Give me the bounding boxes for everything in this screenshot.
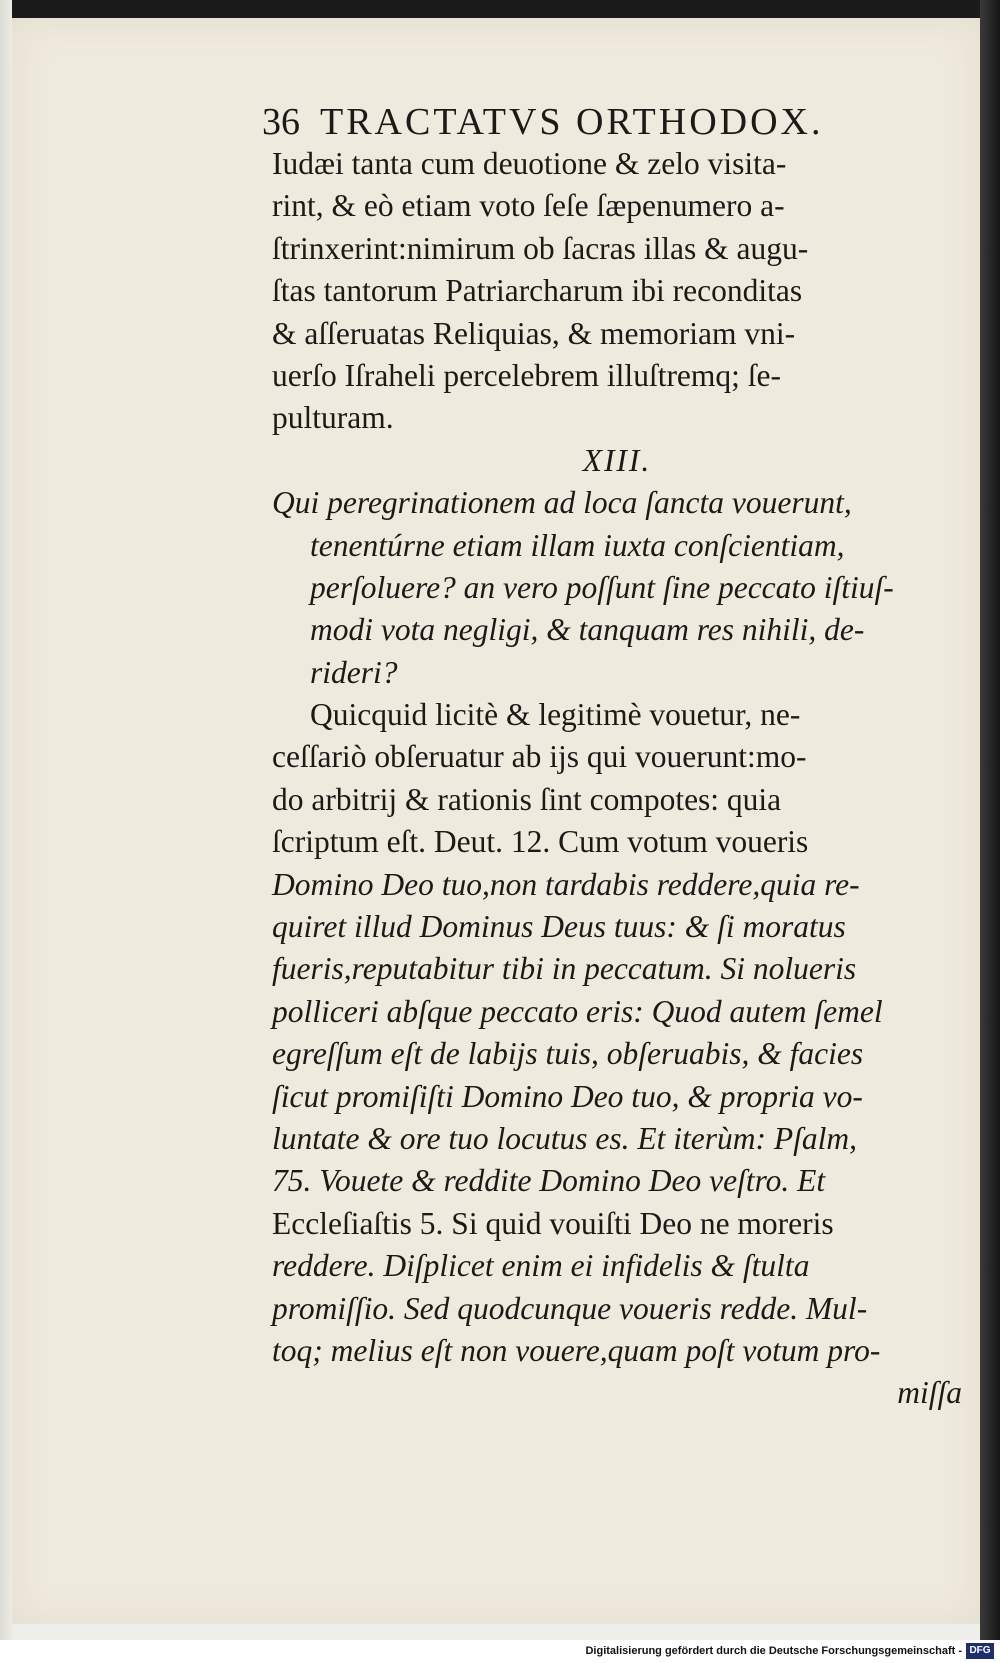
answer-line: Eccleſiaſtis 5. Si quid vouiſti Deo ne moreris	[272, 1205, 834, 1241]
text-line: pulturam.	[272, 400, 394, 436]
answer-line: toq; melius eſt non vouere,quam poſt votum pro-	[272, 1332, 881, 1368]
answer-line: egreſſum eſt de labijs tuis, obſeruabis, & facies	[272, 1036, 864, 1072]
section-heading: XIII.	[582, 442, 652, 478]
answer-line: ſicut promiſiſti Domino Deo tuo, & propria vo-	[272, 1078, 863, 1114]
footer-credit: Digitalisierung gefördert durch die Deutsche Forschungsgemeinschaft -	[585, 1645, 962, 1657]
question-line: rideri?	[310, 654, 398, 690]
page-number: 36	[262, 101, 300, 143]
answer-line: fueris,reputabitur tibi in peccatum. Si nolueris	[272, 951, 857, 987]
answer-line: reddere. Diſplicet enim ei infidelis & ſtulta	[272, 1248, 810, 1284]
answer-line: ceſſariò obſeruatur ab ijs qui vouerunt:mo-	[272, 739, 807, 775]
answer-line: ſcriptum eſt. Deut. 12. Cum votum voueris	[272, 824, 809, 860]
text-block	[272, 143, 962, 1415]
text-line: & aſſeruatas Reliquias, & memoriam vni-	[272, 315, 796, 351]
scanner-top-edge	[0, 0, 1000, 20]
answer-line: polliceri abſque peccato eris: Quod autem ſemel	[272, 993, 883, 1029]
scanner-left-edge	[0, 0, 12, 1640]
running-title: TRACTATVS ORTHODOX.	[320, 101, 824, 143]
dfg-logo: DFG	[966, 1643, 994, 1659]
question-line: Qui peregrinationem ad loca ſancta vouerunt,	[272, 485, 852, 521]
text-line: ſtrinxerint:nimirum ob ſacras illas & augu-	[272, 230, 809, 266]
catchword: miſſa	[897, 1375, 962, 1411]
answer-line: Quicquid licitè & legitimè vouetur, ne-	[310, 697, 801, 733]
answer-line: 75. Vouete & reddite Domino Deo veſtro. Et	[272, 1163, 826, 1199]
text-line: rint, & eò etiam voto ſeſe ſæpenumero a-	[272, 188, 785, 224]
answer-line: promiſſio. Sed quodcunque voueris redde. Mul-	[272, 1290, 868, 1326]
answer-line: do arbitrij & rationis ſint compotes: quia	[272, 781, 782, 817]
text-line: Iudæi tanta cum deuotione & zelo visita-	[272, 146, 787, 181]
book-spine-shadow	[980, 0, 1000, 1640]
answer-line: quiret illud Dominus Deus tuus: & ſi moratus	[272, 909, 846, 945]
answer-line: luntate & ore tuo locutus es. Et iterùm: Pſalm,	[272, 1120, 858, 1156]
answer-line: Domino Deo tuo,non tardabis reddere,quia re-	[272, 866, 860, 902]
text-line: uerſo Iſraheli percelebrem illuſtremq; ſe-	[272, 357, 782, 393]
text-line: ſtas tantorum Patriarcharum ibi reconditas	[272, 273, 803, 309]
question-line: modi vota negligi, & tanquam res nihili, de-	[310, 612, 865, 648]
question-line: perſoluere? an vero poſſunt ſine peccato iſtiuſ-	[310, 569, 894, 605]
question-line: tenentúrne etiam illam iuxta conſcientiam,	[310, 527, 845, 563]
